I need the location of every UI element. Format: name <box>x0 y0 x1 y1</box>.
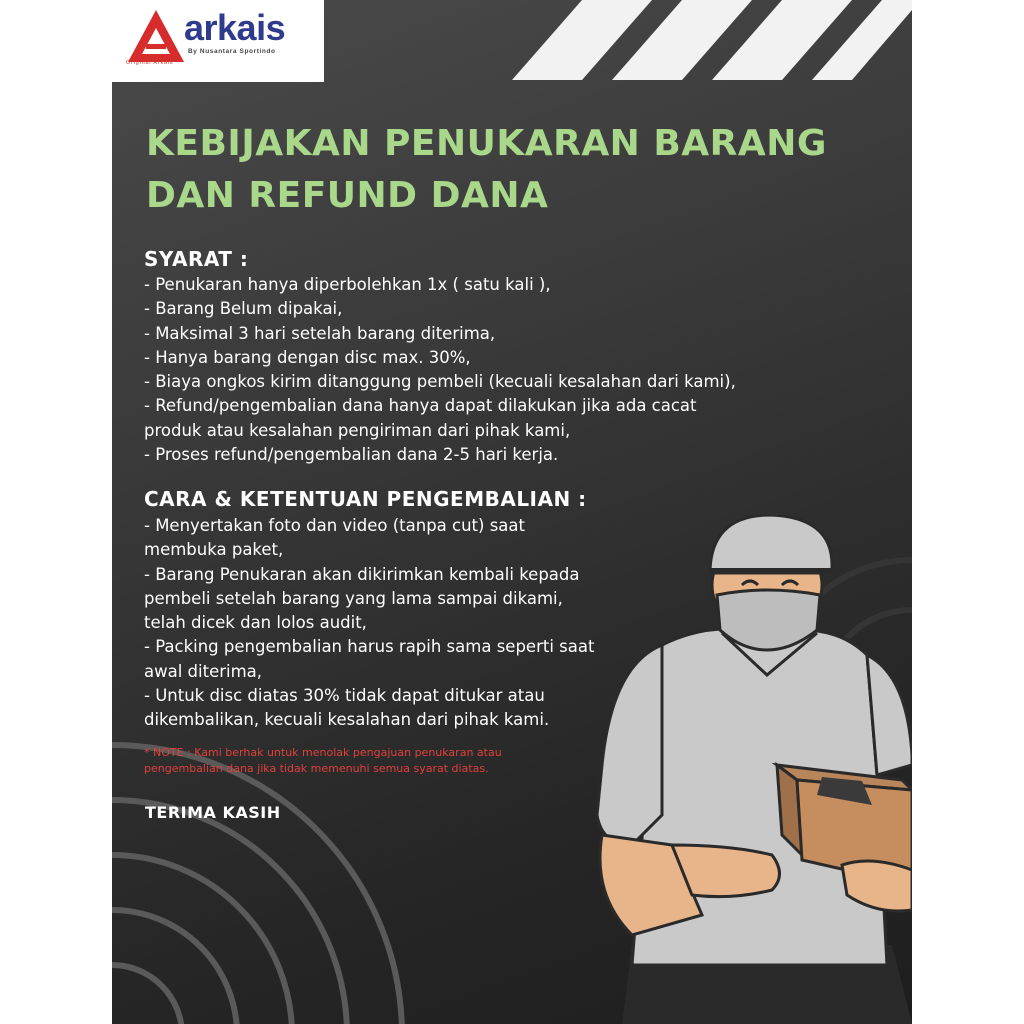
syarat-line: - Hanya barang dengan disc max. 30%, <box>144 347 471 367</box>
cara-line: pembeli setelah barang yang lama sampai dikami, <box>144 588 563 608</box>
closing-text: TERIMA KASIH <box>145 803 281 822</box>
page-title <box>146 118 827 222</box>
cara-line: - Barang Penukaran akan dikirimkan kembali kepada <box>144 564 580 584</box>
cara-line: awal diterima, <box>144 661 263 681</box>
note-text <box>144 745 502 777</box>
syarat-heading: SYARAT : <box>144 247 249 271</box>
syarat-list <box>144 273 736 467</box>
syarat-line: - Penukaran hanya diperbolehkan 1x ( satu kali ), <box>144 275 551 294</box>
syarat-line: - Barang Belum dipakai, <box>144 299 343 319</box>
brand-logo <box>112 0 324 82</box>
title-line-2: DAN REFUND DANA <box>146 175 549 216</box>
cara-list <box>144 514 594 733</box>
brand-original-mark: Original Arkais <box>126 60 174 66</box>
syarat-line: - Proses refund/pengembalian dana 2-5 hari kerja. <box>144 445 559 465</box>
syarat-line: - Refund/pengembalian dana hanya dapat dilakukan jika ada cacat <box>144 396 697 416</box>
brand-name: arkais <box>184 7 286 48</box>
cara-line: - Packing pengembalian harus rapih sama seperti saat <box>144 637 595 657</box>
policy-poster <box>112 0 912 1024</box>
cara-line: - Untuk disc diatas 30% tidak dapat ditukar atau <box>144 686 545 706</box>
note-line-1: * NOTE : Kami berhak untuk menolak pengajuan penukaran atau <box>144 746 502 759</box>
cara-line: membuka paket, <box>144 540 284 560</box>
cara-line: dikembalikan, kecuali kesalahan dari pihak kami. <box>144 710 550 730</box>
delivery-courier-illustration <box>592 515 912 1024</box>
note-line-2: pengembalian dana jika tidak memenuhi semua syarat diatas. <box>144 762 489 775</box>
syarat-line: - Maksimal 3 hari setelah barang diterima, <box>144 323 496 343</box>
syarat-line: - Biaya ongkos kirim ditanggung pembeli (kecuali kesalahan dari kami), <box>144 372 736 392</box>
title-line-1: KEBIJAKAN PENUKARAN BARANG <box>146 123 827 164</box>
cara-heading: CARA & KETENTUAN PENGEMBALIAN : <box>144 487 587 511</box>
cara-line: - Menyertakan foto dan video (tanpa cut) saat <box>144 516 525 535</box>
syarat-line: produk atau kesalahan pengiriman dari pihak kami, <box>144 420 571 440</box>
logo-triangle-icon <box>128 10 184 62</box>
cara-line: telah dicek dan lolos audit, <box>144 613 367 633</box>
brand-tagline: By Nusantara Sportindo <box>188 48 276 55</box>
